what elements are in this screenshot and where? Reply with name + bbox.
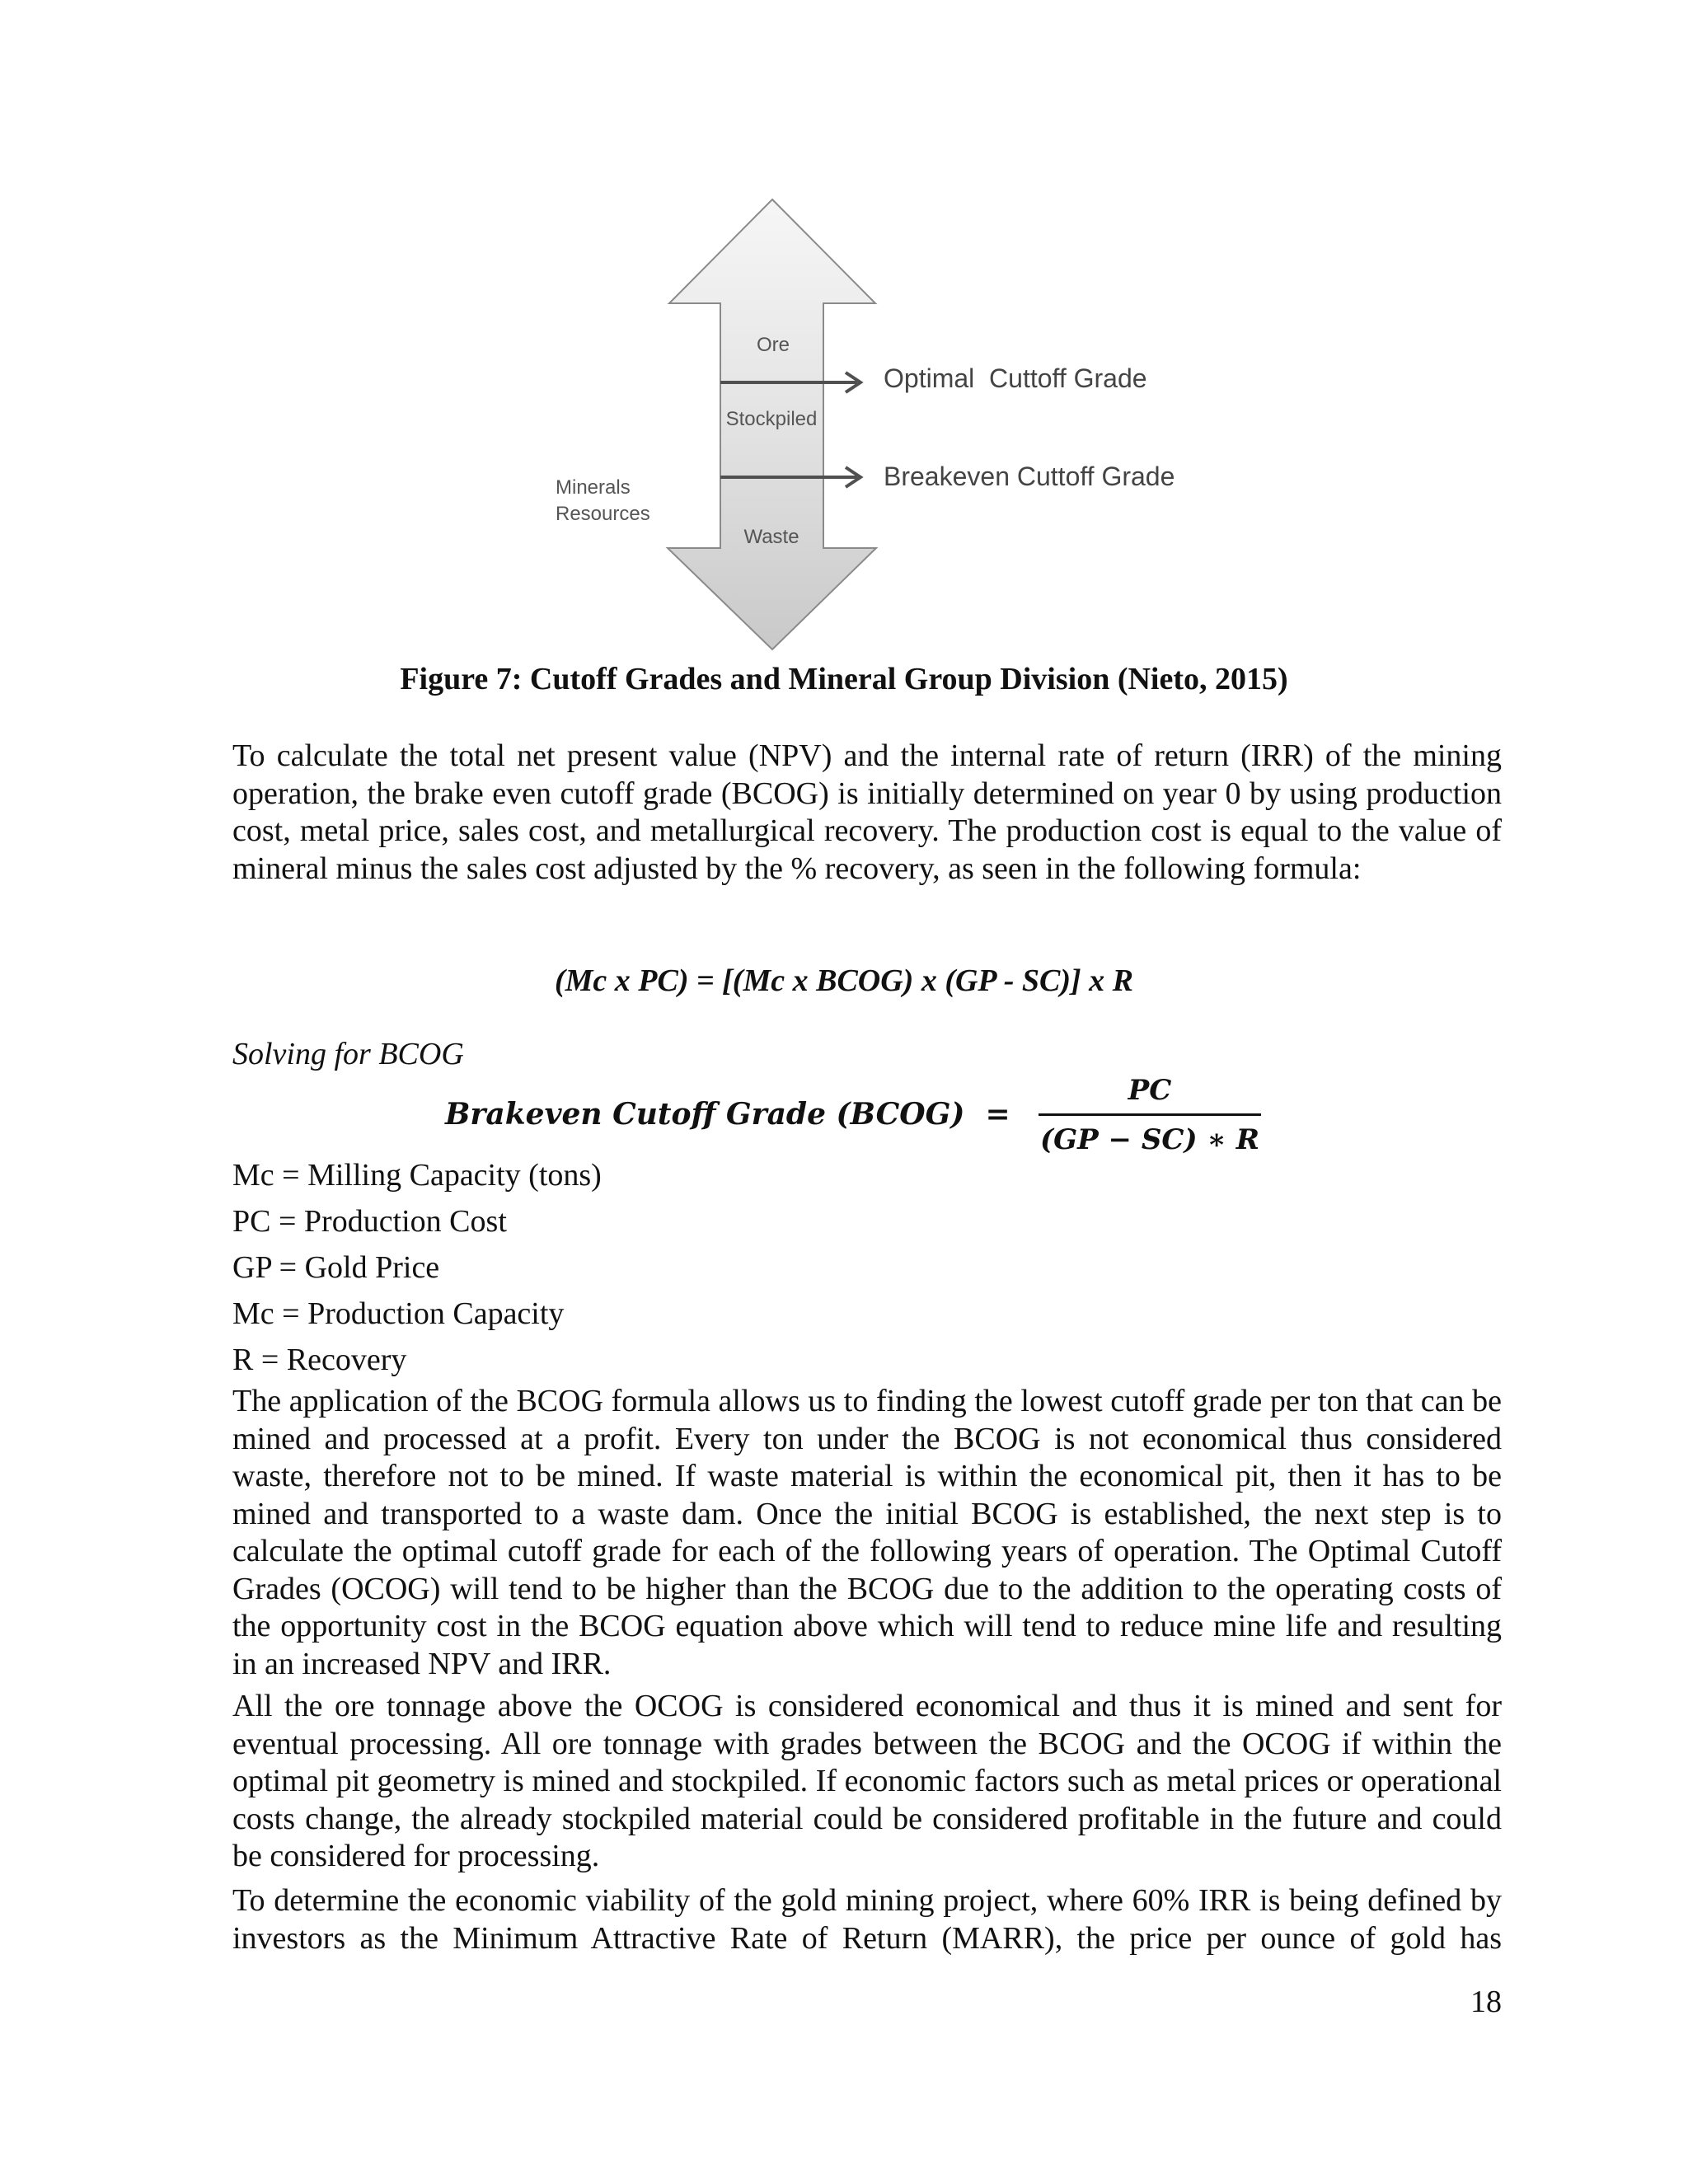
definition-item: Mc = Production Capacity: [232, 1296, 565, 1331]
fraction-bar: [1039, 1113, 1261, 1116]
minerals-resources-label-line2: Resources: [556, 503, 650, 525]
bcog-formula-fraction: [1039, 1071, 1261, 1159]
minerals-resources-label-line1: Minerals: [556, 476, 631, 499]
bcog-formula: [445, 1071, 1269, 1162]
paragraph-bcog-application: The application of the BCOG formula allows us to finding the lowest cutoff grade per ton that can be mined and processed at a profit. Every ton under the BCOG is not economical thus considered waste, therefore not to be mined. If waste material is within the economical pit, then it has to be mined and transported to a waste dam. Once the initial BCOG is established, the next step is to calculate the optimal cutoff grade for each of the following years of operation. The Optimal Cutoff Grades (OCOG) will tend to be higher than the BCOG due to the addition to the operating costs of the opportunity cost in the BCOG equation above which will tend to reduce mine life and resulting in an increased NPV and IRR.: [232, 1384, 1502, 1681]
paragraph-economic-viability: To determine the economic viability of the gold mining project, where 60% IRR is being defined by investors as the Minimum Attractive Rate of Return (MARR), the price per ounce of gold has: [232, 1883, 1502, 1956]
definition-item: Mc = Milling Capacity (tons): [232, 1158, 602, 1193]
optimal-cutoff-label: Optimal Cuttoff Grade: [884, 363, 1147, 393]
figure-caption: Figure 7: Cutoff Grades and Mineral Group Division (Nieto, 2015): [400, 662, 1288, 696]
page-number: 18: [1470, 1985, 1502, 2019]
definition-item: R = Recovery: [232, 1343, 407, 1377]
waste-label: Waste: [743, 526, 799, 548]
definition-item: PC = Production Cost: [232, 1204, 507, 1239]
stockpiled-label: Stockpiled: [725, 408, 818, 430]
bcog-formula-numerator: PC: [1128, 1074, 1172, 1107]
ore-label: Ore: [756, 334, 790, 356]
cutoff-grade-diagram: [544, 190, 1236, 659]
definition-item: GP = Gold Price: [232, 1250, 440, 1285]
paragraph-npv-irr: To calculate the total net present value (NPV) and the internal rate of return (IRR) of the mining operation, the brake even cutoff grade (BCOG) is initially determined on year 0 by using production cost, metal price, sales cost, and metallurgical recovery. The production cost is equal to the value of mineral minus the sales cost adjusted by the % recovery, as seen in the following formula:: [232, 738, 1502, 886]
variable-definitions: [232, 1152, 602, 1383]
solving-for-bcog: Solving for BCOG: [232, 1037, 464, 1071]
breakeven-cutoff-label: Breakeven Cuttoff Grade: [884, 462, 1175, 491]
bcog-formula-denominator: (GP − SC) ∗ R: [1040, 1123, 1259, 1156]
bcog-equation: (Mc x PC) = [(Mc x BCOG) x (GP - SC)] x R: [554, 963, 1134, 998]
bcog-formula-lhs: Brakeven Cutoff Grade (BCOG) =: [445, 1097, 1010, 1132]
paragraph-ore-tonnage: All the ore tonnage above the OCOG is considered economical and thus it is mined and sent for eventual processing. All ore tonnage with grades between the BCOG and the OCOG if within the optimal pit geometry is mined and stockpiled. If economic factors such as metal prices or operational costs change, the already stockpiled material could be considered profitable in the future and could be considered for processing.: [232, 1689, 1502, 1873]
cutoff-grade-figure: [544, 190, 1236, 659]
